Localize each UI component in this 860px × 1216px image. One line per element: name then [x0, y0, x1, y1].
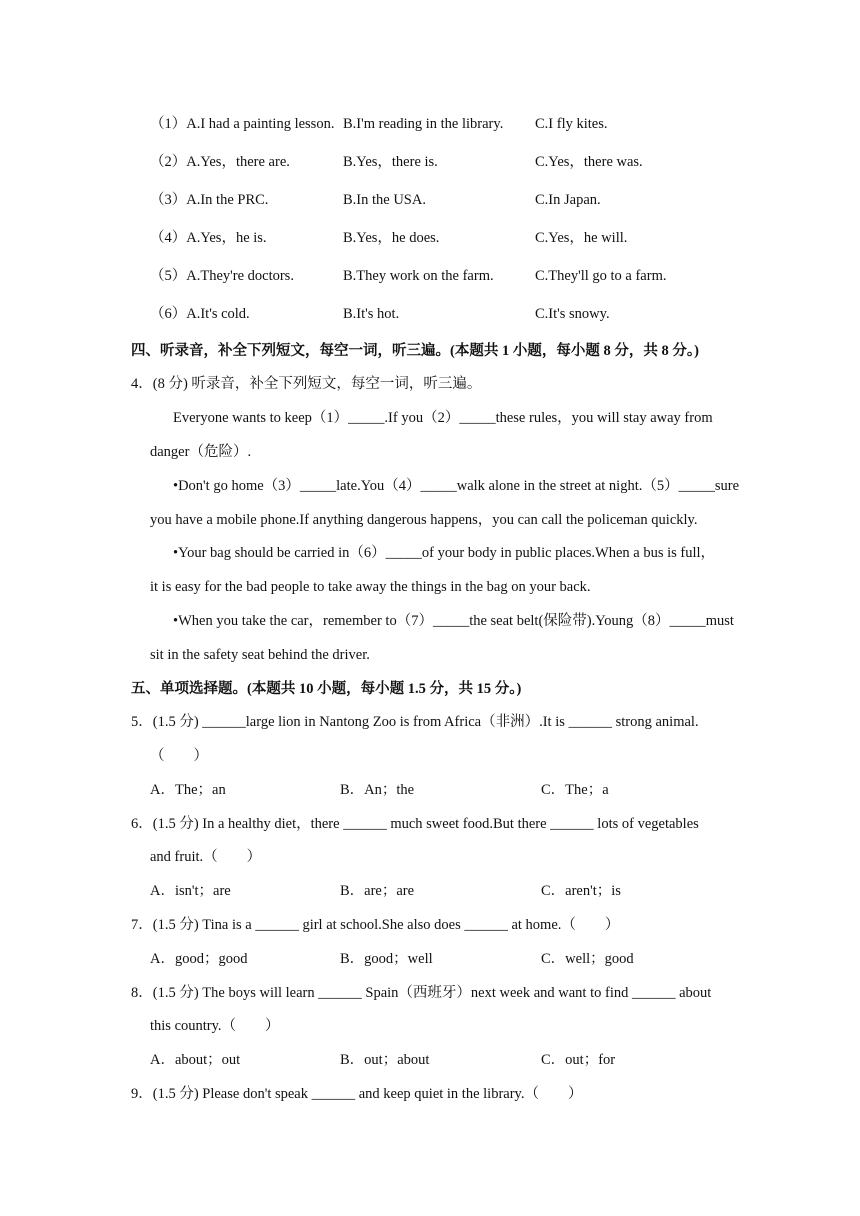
question-stem-cont: and fruit.（ ）	[150, 849, 262, 865]
choice-c: C．aren't；is	[541, 883, 621, 899]
option-4c: C.Yes，he will.	[535, 230, 628, 246]
option-1c: C.I fly kites.	[535, 116, 608, 132]
choice-a: A．good；good	[150, 951, 248, 967]
option-3c: C.In Japan.	[535, 192, 601, 208]
passage-line: •Don't go home（3）_____late.You（4）_____walk alone in the street at night.（5）_____sure	[173, 478, 740, 494]
question-4-stem: 4．(8 分) 听录音，补全下列短文，每空一词，听三遍。	[131, 376, 482, 392]
choice-b: B．out；about	[340, 1052, 430, 1068]
passage-line: •When you take the car，remember to（7）_____the seat belt(保险带).Young（8）_____must	[173, 613, 734, 629]
choice-a: A．about；out	[150, 1052, 241, 1068]
question-stem: 8．(1.5 分) The boys will learn ______ Spain（西班牙）next week and want to find ______ about	[131, 985, 712, 1001]
passage-line: •Your bag should be carried in（6）_____of your body in public places.When a bus is full，	[173, 545, 716, 561]
question-stem: 9．(1.5 分) Please don't speak ______ and keep quiet in the library.（ ）	[131, 1086, 583, 1102]
option-5c: C.They'll go to a farm.	[535, 268, 667, 284]
section4-heading: 四、听录音，补全下列短文，每空一词，听三遍。(本题共 1 小题，每小题 8 分，共 8 分。)	[131, 343, 699, 359]
option-6c: C.It's snowy.	[535, 306, 610, 322]
section5-heading: 五、单项选择题。(本题共 10 小题，每小题 1.5 分，共 15 分。)	[131, 681, 522, 697]
option-2c: C.Yes，there was.	[535, 154, 643, 170]
choice-c: C．out；for	[541, 1052, 616, 1068]
choice-b: B．An；the	[340, 782, 415, 798]
option-4a: （4）A.Yes，he is.	[150, 230, 267, 246]
option-6b: B.It's hot.	[343, 306, 400, 322]
choice-a: A．isn't；are	[150, 883, 231, 899]
question-stem: 5．(1.5 分) ______large lion in Nantong Zoo is from Africa（非洲）.It is ______ strong animal.	[131, 714, 699, 730]
option-5a: （5）A.They're doctors.	[150, 268, 294, 284]
option-5b: B.They work on the farm.	[343, 268, 494, 284]
option-3b: B.In the USA.	[343, 192, 426, 208]
question-stem-cont: this country.（ ）	[150, 1018, 280, 1034]
choice-c: C．well；good	[541, 951, 634, 967]
option-1a: （1）A.I had a painting lesson.	[150, 116, 335, 132]
choice-a: A．The；an	[150, 782, 226, 798]
choice-b: B．good；well	[340, 951, 433, 967]
option-2a: （2）A.Yes，there are.	[150, 154, 290, 170]
passage-line: Everyone wants to keep（1）_____.If you（2）_____these rules，you will stay away from	[173, 410, 713, 426]
passage-line: danger（危险）.	[150, 444, 252, 460]
passage-line: you have a mobile phone.If anything dangerous happens，you can call the policeman quickly.	[150, 512, 698, 528]
option-2b: B.Yes，there is.	[343, 154, 438, 170]
answer-bracket: （ ）	[150, 748, 208, 764]
option-4b: B.Yes，he does.	[343, 230, 440, 246]
choice-c: C．The；a	[541, 782, 609, 798]
question-stem: 6．(1.5 分) In a healthy diet，there ______ much sweet food.But there ______ lots of vegetables	[131, 816, 699, 832]
option-3a: （3）A.In the PRC.	[150, 192, 269, 208]
choice-b: B．are；are	[340, 883, 415, 899]
passage-line: it is easy for the bad people to take away the things in the bag on your back.	[150, 579, 591, 595]
question-stem: 7．(1.5 分) Tina is a ______ girl at school.She also does ______ at home.（ ）	[131, 917, 620, 933]
option-1b: B.I'm reading in the library.	[343, 116, 504, 132]
option-6a: （6）A.It's cold.	[150, 306, 250, 322]
passage-line: sit in the safety seat behind the driver.	[150, 647, 370, 663]
